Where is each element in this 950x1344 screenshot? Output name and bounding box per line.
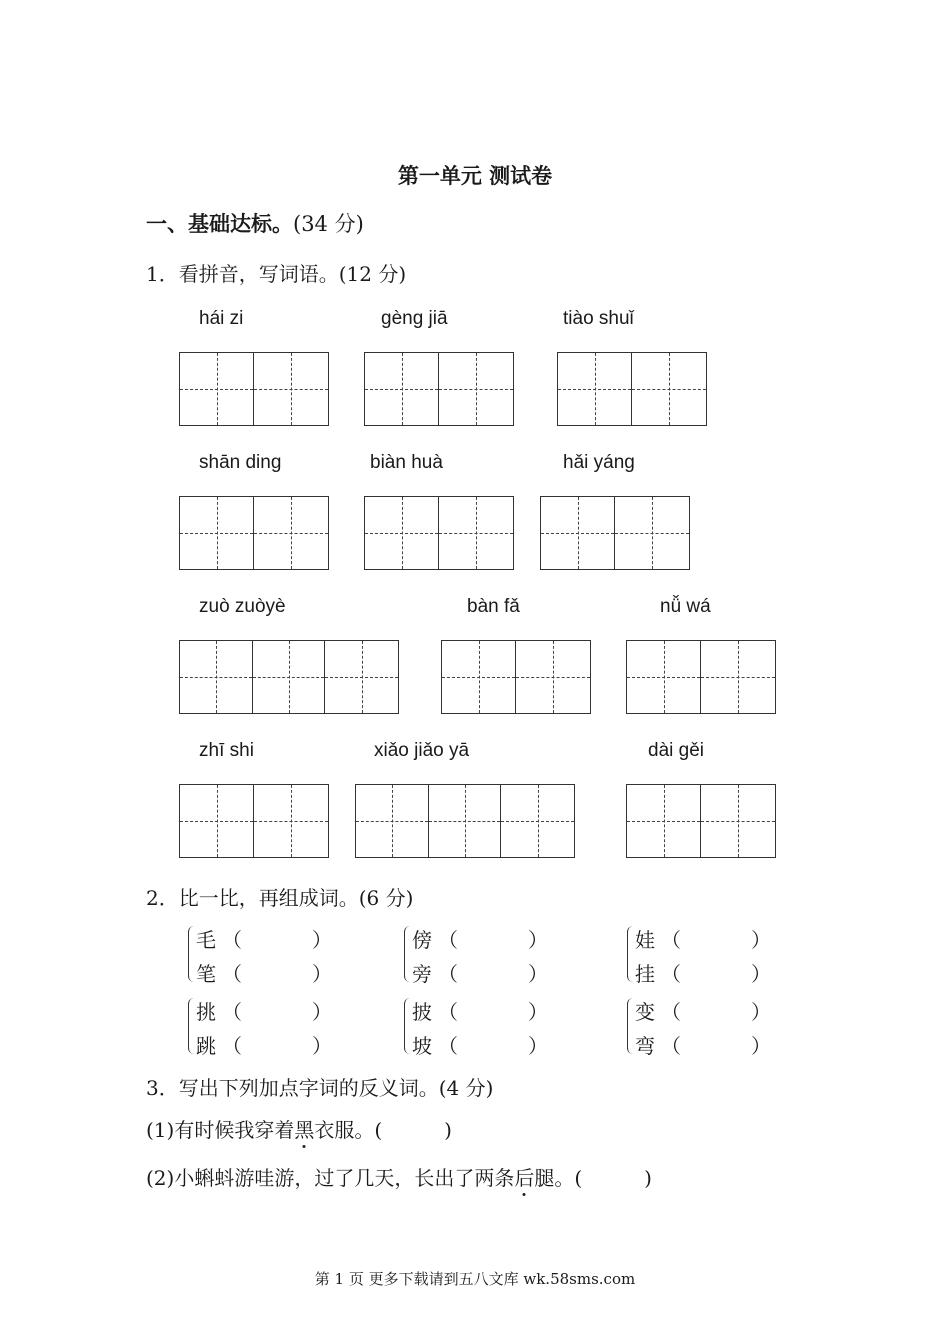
paren-open: （ — [438, 962, 458, 986]
sentence-text: 衣服。( — [314, 1118, 383, 1142]
paren-open: （ — [438, 1000, 458, 1024]
pinyin-label: zhī shi — [199, 740, 254, 761]
writing-grid[interactable] — [355, 784, 575, 858]
compare-row — [196, 1030, 332, 1059]
compare-char: 坡 — [412, 1034, 432, 1058]
pinyin-label: hǎi yáng — [563, 452, 635, 473]
dotted-char: 黑 — [294, 1118, 315, 1142]
dotted-char: 后 — [514, 1166, 535, 1190]
pinyin-label: nǚ wá — [660, 596, 711, 617]
paren-close: ） — [312, 1034, 332, 1058]
compare-char: 娃 — [635, 928, 655, 952]
writing-grid[interactable] — [540, 496, 690, 570]
compare-row — [635, 996, 771, 1025]
paren-close: ） — [528, 1034, 548, 1058]
compare-char: 傍 — [412, 928, 432, 952]
section-heading — [146, 208, 364, 238]
paren-open: （ — [222, 928, 242, 952]
pinyin-label: bàn fǎ — [467, 596, 520, 617]
compare-char: 变 — [635, 1000, 655, 1024]
compare-row — [196, 996, 332, 1025]
pinyin-label: hái zi — [199, 308, 244, 329]
writing-grid[interactable] — [364, 496, 514, 570]
compare-row — [412, 958, 548, 987]
writing-grid[interactable] — [441, 640, 591, 714]
q3-heading: 3．写出下列加点字词的反义词。(4 分) — [146, 1076, 494, 1100]
paren-open: （ — [661, 962, 681, 986]
paren-open: （ — [661, 1000, 681, 1024]
compare-char: 跳 — [196, 1034, 216, 1058]
paren-open: （ — [222, 1000, 242, 1024]
sentence-1 — [146, 1114, 452, 1143]
compare-row — [196, 924, 332, 953]
paren-close: ） — [528, 1000, 548, 1024]
writing-grid[interactable] — [179, 352, 329, 426]
writing-grid[interactable] — [364, 352, 514, 426]
paren-open: （ — [438, 1034, 458, 1058]
compare-row — [635, 924, 771, 953]
writing-grid[interactable] — [557, 352, 707, 426]
compare-row — [635, 1030, 771, 1059]
section-label: 一、基础达标。 — [146, 212, 293, 236]
writing-grid[interactable] — [179, 496, 329, 570]
paren-open: （ — [438, 928, 458, 952]
paren-close: ） — [312, 928, 332, 952]
paren-close: ） — [751, 962, 771, 986]
paren-close: ) — [444, 1118, 452, 1142]
pinyin-label: biàn huà — [370, 452, 443, 473]
paren-close: ） — [528, 928, 548, 952]
paren-close: ) — [644, 1166, 652, 1190]
writing-grid[interactable] — [626, 640, 776, 714]
paren-open: （ — [222, 962, 242, 986]
sentence-text: (2)小蝌蚪游哇游，过了几天，长出了两条 — [146, 1166, 515, 1190]
paren-open: （ — [222, 1034, 242, 1058]
q2-heading: 2．比一比，再组成词。(6 分) — [146, 886, 414, 910]
pinyin-label: xiǎo jiǎo yā — [374, 740, 470, 761]
compare-row — [412, 924, 548, 953]
compare-char: 旁 — [412, 962, 432, 986]
compare-char: 毛 — [196, 928, 216, 952]
sentence-text: 腿。( — [534, 1166, 583, 1190]
page-title: 第一单元 测试卷 — [397, 164, 553, 188]
paren-close: ） — [312, 962, 332, 986]
compare-char: 披 — [412, 1000, 432, 1024]
paren-close: ） — [528, 962, 548, 986]
paren-close: ） — [751, 1000, 771, 1024]
pinyin-label: gèng jiā — [381, 308, 448, 329]
writing-grid[interactable] — [626, 784, 776, 858]
compare-row — [412, 996, 548, 1025]
compare-row — [196, 958, 332, 987]
pinyin-label: zuò zuòyè — [199, 596, 286, 617]
pinyin-label: dài gěi — [648, 740, 704, 761]
paren-open: （ — [661, 928, 681, 952]
compare-char: 笔 — [196, 962, 216, 986]
writing-grid[interactable] — [179, 640, 399, 714]
compare-char: 挑 — [196, 1000, 216, 1024]
writing-grid[interactable] — [179, 784, 329, 858]
paren-close: ） — [312, 1000, 332, 1024]
paren-close: ） — [751, 928, 771, 952]
q1-heading: 1．看拼音，写词语。(12 分) — [146, 262, 407, 286]
paren-open: （ — [661, 1034, 681, 1058]
sentence-2 — [146, 1162, 652, 1191]
sentence-text: (1)有时候我穿着 — [146, 1118, 295, 1142]
pinyin-label: shān ding — [199, 452, 282, 473]
pinyin-label: tiào shuǐ — [563, 308, 634, 329]
compare-char: 弯 — [635, 1034, 655, 1058]
compare-row — [412, 1030, 548, 1059]
paren-close: ） — [751, 1034, 771, 1058]
page-footer: 第 1 页 更多下载请到五八文库 wk.58sms.com — [314, 1270, 636, 1288]
section-score: (34 分) — [293, 212, 364, 236]
compare-row — [635, 958, 771, 987]
compare-char: 挂 — [635, 962, 655, 986]
